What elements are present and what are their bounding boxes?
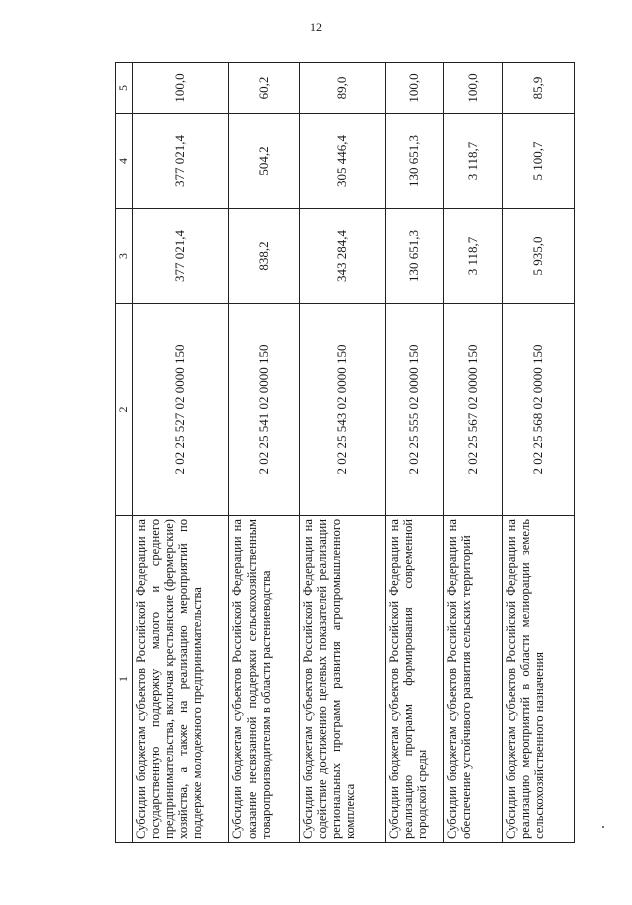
row-description: Субсидии бюджетам субъектов Российской Федерации на оказание несвязанной поддержки сельскохозяйственным товаропроизводителям в области растениеводства [229,516,299,843]
table-row [133,63,229,843]
row-value-col5: 85,9 [502,63,574,114]
column-number-2: 2 [116,304,133,516]
row-value-col4: 504,2 [229,114,299,209]
row-code: 2 02 25 555 02 0000 150 [386,304,444,516]
table-row [386,63,444,843]
row-code: 2 02 25 567 02 0000 150 [444,304,502,516]
row-value-col5: 100,0 [133,63,229,114]
scan-speck [602,826,604,828]
row-code: 2 02 25 527 02 0000 150 [133,304,229,516]
row-value-col3: 838,2 [229,209,299,304]
row-code: 2 02 25 543 02 0000 150 [299,304,385,516]
table-row [502,63,574,843]
row-value-col3: 3 118,7 [444,209,502,304]
row-description: Субсидии бюджетам субъектов Российской Федерации на реализацию программ формирования современной городской среды [386,516,444,843]
row-description: Субсидии бюджетам субъектов Российской Федерации на содействие достижению целевых показателей реализации региональных программ развития агропромышленного комплекса [299,516,385,843]
row-description: Субсидии бюджетам субъектов Российской Федерации на государственную поддержку малого и среднего предпринимательства, включая крестьянские (фермерские) хозяйства, а также на реализацию мероприятий по поддержке молодежного предпринимательства [133,516,229,843]
table-row [299,63,385,843]
row-description: Субсидии бюджетам субъектов Российской Федерации на обеспечение устойчивого развития сельских территорий [444,516,502,843]
row-value-col5: 100,0 [444,63,502,114]
page-number: 12 [310,20,322,34]
row-value-col3: 343 284,4 [299,209,385,304]
table-row [444,63,502,843]
column-number-3: 3 [116,209,133,304]
row-value-col4: 305 446,4 [299,114,385,209]
row-value-col5: 89,0 [299,63,385,114]
row-value-col5: 60,2 [229,63,299,114]
row-value-col3: 5 935,0 [502,209,574,304]
column-number-row [116,63,133,843]
row-description: Субсидии бюджетам субъектов Российской Федерации на реализацию мероприятий в области мелиорации земель сельскохозяйственного назначения [502,516,574,843]
row-code: 2 02 25 568 02 0000 150 [502,304,574,516]
row-value-col5: 100,0 [386,63,444,114]
row-value-col3: 377 021,4 [133,209,229,304]
rotated-table-container [115,63,575,843]
column-number-5: 5 [116,63,133,114]
column-number-4: 4 [116,114,133,209]
table-row [229,63,299,843]
row-value-col3: 130 651,3 [386,209,444,304]
row-value-col4: 3 118,7 [444,114,502,209]
row-value-col4: 5 100,7 [502,114,574,209]
row-value-col4: 130 651,3 [386,114,444,209]
row-code: 2 02 25 541 02 0000 150 [229,304,299,516]
row-value-col4: 377 021,4 [133,114,229,209]
subsidies-table [115,62,575,843]
column-number-1: 1 [116,516,133,843]
